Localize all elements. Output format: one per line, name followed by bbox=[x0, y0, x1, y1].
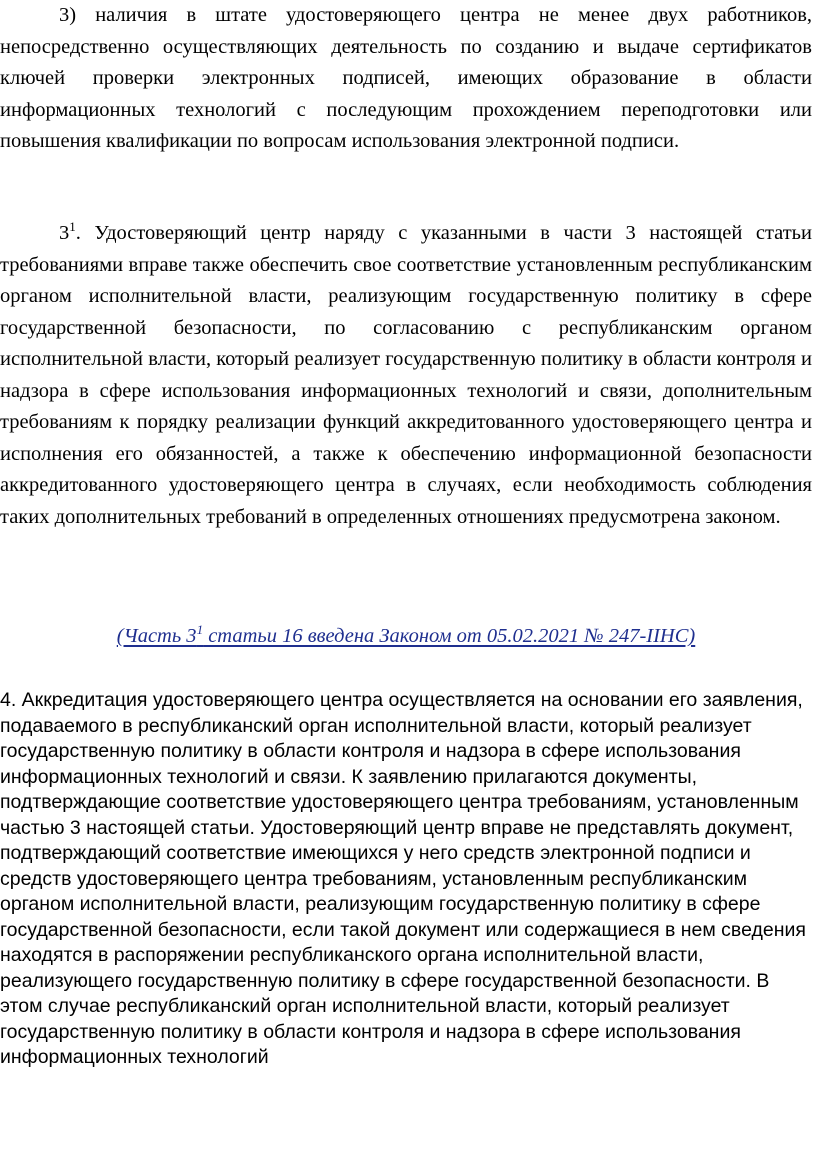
amendment-superscript: 1 bbox=[196, 622, 204, 637]
paragraph-3-1-superscript: 1 bbox=[69, 219, 76, 234]
amendment-suffix: статьи 16 введена Законом от 05.02.2021 № 247-IIНС) bbox=[203, 625, 696, 647]
paragraph-3-1-number: 3 bbox=[59, 222, 70, 244]
paragraph-3-1 bbox=[0, 218, 812, 533]
paragraph-4: 4. Аккредитация удостоверяющего центра осуществляется на основании его заявления, подаваемого в республиканский орган исполнительной власти, который реализует государственную политику в области контроля и надзора в сфере использования информационных технологий и связи. К заявлению прилагаются документы, подтверждающие соответствие удостоверяющего центра требованиям, установленным частью 3 настоящей статьи. Удостоверяющий центр вправе не представлять документ, подтверждающий соответствие имеющихся у него средств электронной подписи и средств удостоверяющего центра требованиям, установленным республиканским органом исполнительной власти, реализующим государственную политику в сфере государственной безопасности, если такой документ или содержащиеся в нем сведения находятся в распоряжении республиканского органа исполнительной власти, реализующего государственную политику в сфере государственной безопасности. В этом случае республиканский орган исполнительной власти, который реализует государственную политику в области контроля и надзора в сфере использования информационных технологий bbox=[0, 689, 806, 1068]
paragraph-3-item: 3) наличия в штате удостоверяющего центра не менее двух работников, непосредственно осуществляющих деятельность по созданию и выдаче сертификатов ключей проверки электронных подписей, имеющих образование в области информационных технологий с последующим прохождением переподготовки или повышения квалификации по вопросам использования электронной подписи. bbox=[0, 4, 812, 152]
amendment-prefix: (Часть 3 bbox=[116, 625, 197, 647]
amendment-link[interactable] bbox=[116, 622, 696, 647]
paragraph-3-1-text: . Удостоверяющий центр наряду с указанными в части 3 настоящей статьи требованиями вправе также обеспечить свое соответствие установленным республиканским органом исполнительной власти, реализующим государственную политику в сфере государственной безопасности, по согласованию с республиканским органом исполнительной власти, который реализует государственную политику в области контроля и надзора в сфере использования информационных технологий и связи, дополнительным требованиям к порядку реализации функций аккредитованного удостоверяющего центра и исполнения его обязанностей, а также к обеспечению информационной безопасности аккредитованного удостоверяющего центра в случаях, если необходимость соблюдения таких дополнительных требований в определенных отношениях предусмотрена законом. bbox=[0, 222, 812, 528]
amendment-note bbox=[0, 621, 812, 653]
